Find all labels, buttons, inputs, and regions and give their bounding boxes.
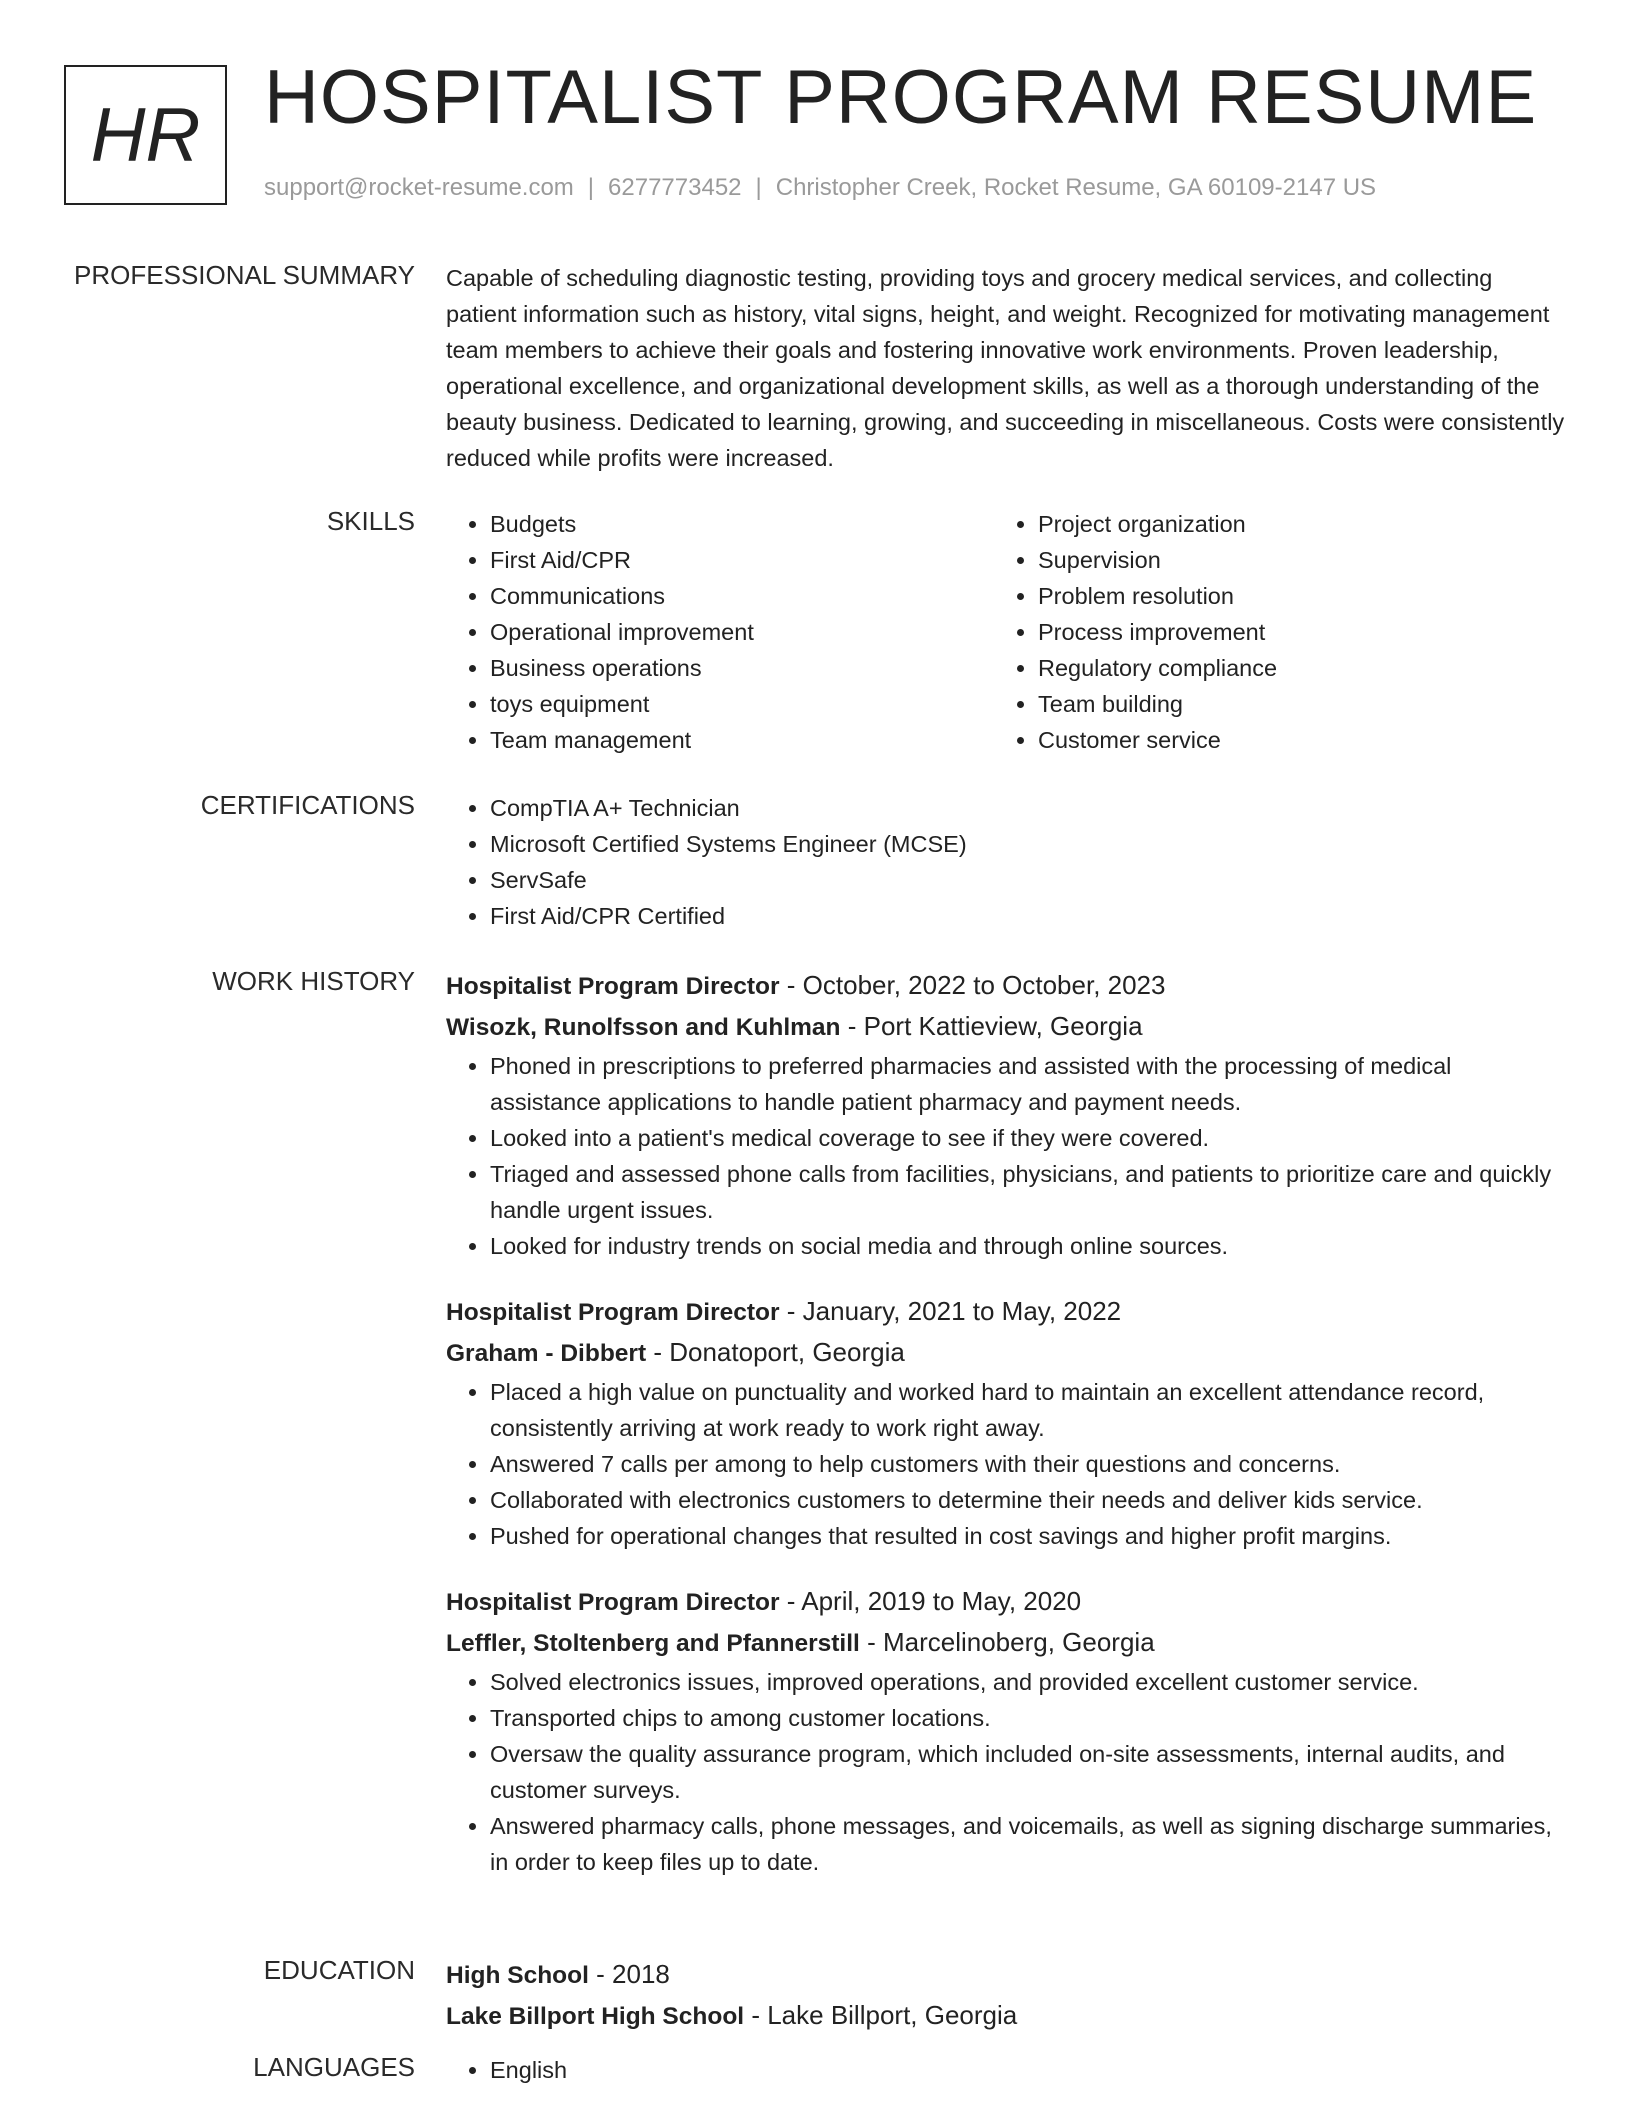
job-title: Hospitalist Program Director [446, 1589, 780, 1616]
job-bullet: • Looked into a patient's medical coverage to see if they were covered. [490, 1120, 1566, 1156]
skills-body [446, 506, 1566, 758]
job-company-line [446, 1006, 1566, 1048]
job-company-line [446, 1332, 1566, 1374]
section-label: CERTIFICATIONS [200, 790, 415, 820]
job-entry [446, 1582, 1566, 1880]
job-title-line [446, 1292, 1566, 1332]
skill-item: • Project organization [1038, 506, 1542, 542]
contact-separator: | [587, 174, 595, 201]
skill-item: • Customer service [1038, 722, 1542, 758]
job-bullet: • Transported chips to among customer locations. [490, 1700, 1566, 1736]
education-degree: High School [446, 1962, 589, 1989]
languages-list [446, 2052, 1566, 2088]
summary-text: Capable of scheduling diagnostic testing, providing toys and grocery medical services, and collecting patient information such as history, vital signs, height, and weight. Recognized for motivating management team members to achieve their goals and fostering innovative work environments. Proven leadership, operational excellence, and organizational development skills, as well as a thorough understanding of the beauty business. Dedicated to learning, growing, and succeeding in miscellaneous. Costs were consistently reduced while profits were increased. [446, 265, 1565, 471]
job-location: - Marcelinoberg, Georgia [859, 1627, 1155, 1657]
job-bullets [446, 1048, 1566, 1264]
section-label: EDUCATION [263, 1955, 415, 1985]
job-dates: - April, 2019 to May, 2020 [779, 1586, 1082, 1616]
skill-item: • Operational improvement [490, 614, 994, 650]
job-location: - Donatoport, Georgia [646, 1337, 905, 1367]
skills-list-right [994, 506, 1542, 758]
skill-item: • Budgets [490, 506, 994, 542]
job-bullet: • Oversaw the quality assurance program, which included on-site assessments, internal audits, and customer surveys. [490, 1736, 1566, 1808]
contact-line [264, 174, 1376, 202]
job-bullet: • Answered pharmacy calls, phone messages, and voicemails, as well as signing discharge summaries, in order to keep files up to date. [490, 1808, 1566, 1880]
language-item: • English [490, 2052, 1566, 2088]
job-bullet: • Looked for industry trends on social media and through online sources. [490, 1228, 1566, 1264]
job-title-line [446, 1582, 1566, 1622]
contact-separator: | [755, 174, 762, 201]
job-bullet: • Collaborated with electronics customers to determine their needs and deliver kids service. [490, 1482, 1566, 1518]
job-dates: - October, 2022 to October, 2023 [779, 970, 1166, 1000]
skill-item: • Team building [1038, 686, 1542, 722]
job-bullet: • Triaged and assessed phone calls from facilities, physicians, and patients to prioritize care and quickly handle urgent issues. [490, 1156, 1566, 1228]
certifications-list [446, 790, 1566, 934]
contact-address: Christopher Creek, Rocket Resume, GA 60109-2147 US [775, 174, 1377, 201]
skills-list-left [446, 506, 994, 758]
job-title-line [446, 966, 1566, 1006]
summary-body [446, 260, 1566, 476]
skill-item: • Team management [490, 722, 994, 758]
certification-item: • ServSafe [490, 862, 1566, 898]
section-label: SKILLS [326, 506, 415, 536]
skill-item: • Process improvement [1038, 614, 1542, 650]
skill-item: • Business operations [490, 650, 994, 686]
job-dates: - January, 2021 to May, 2022 [779, 1296, 1122, 1326]
job-title: Hospitalist Program Director [446, 1299, 780, 1326]
job-bullet: • Phoned in prescriptions to preferred pharmacies and assisted with the processing of medical assistance applications to handle patient pharmacy and payment needs. [490, 1048, 1566, 1120]
skill-item: • Regulatory compliance [1038, 650, 1542, 686]
contact-phone[interactable]: 6277773452 [608, 174, 742, 201]
certification-item: • CompTIA A+ Technician [490, 790, 1566, 826]
education-school: Lake Billport High School [446, 2003, 745, 2030]
education-body [446, 1955, 1566, 2037]
job-entry [446, 966, 1566, 1264]
job-bullet: • Pushed for operational changes that resulted in cost savings and higher profit margins. [490, 1518, 1566, 1554]
job-location: - Port Kattieview, Georgia [840, 1011, 1143, 1041]
job-company-line [446, 1622, 1566, 1664]
job-bullets [446, 1374, 1566, 1554]
certifications-body [446, 790, 1566, 934]
education-year: - 2018 [588, 1959, 670, 1989]
monogram: HR [64, 65, 227, 205]
job-company: Graham - Dibbert [446, 1340, 647, 1367]
job-bullet: • Solved electronics issues, improved operations, and provided excellent customer service. [490, 1664, 1566, 1700]
skill-item: • Problem resolution [1038, 578, 1542, 614]
education-location: - Lake Billport, Georgia [744, 2000, 1018, 2030]
job-bullet: • Answered 7 calls per among to help customers with their questions and concerns. [490, 1446, 1566, 1482]
job-bullet: • Placed a high value on punctuality and worked hard to maintain an excellent attendance record, consistently arriving at work ready to work right away. [490, 1374, 1566, 1446]
education-school-line [446, 1995, 1566, 2037]
languages-body [446, 2052, 1566, 2088]
section-label: LANGUAGES [253, 2052, 415, 2082]
skill-item: • Communications [490, 578, 994, 614]
page-title: HOSPITALIST PROGRAM RESUME [264, 55, 1538, 140]
work-body [446, 966, 1566, 1908]
job-company: Leffler, Stoltenberg and Pfannerstill [446, 1630, 860, 1657]
job-company: Wisozk, Runolfsson and Kuhlman [446, 1014, 841, 1041]
certification-item: • Microsoft Certified Systems Engineer (MCSE) [490, 826, 1566, 862]
contact-email[interactable]: support@rocket-resume.com [264, 174, 574, 201]
skill-item: • First Aid/CPR [490, 542, 994, 578]
skill-item: • Supervision [1038, 542, 1542, 578]
job-entry [446, 1292, 1566, 1554]
education-degree-line [446, 1955, 1566, 1995]
job-bullets [446, 1664, 1566, 1880]
skill-item: • toys equipment [490, 686, 994, 722]
section-label: PROFESSIONAL SUMMARY [74, 260, 415, 290]
certification-item: • First Aid/CPR Certified [490, 898, 1566, 934]
section-label: WORK HISTORY [212, 966, 415, 996]
job-title: Hospitalist Program Director [446, 973, 780, 1000]
